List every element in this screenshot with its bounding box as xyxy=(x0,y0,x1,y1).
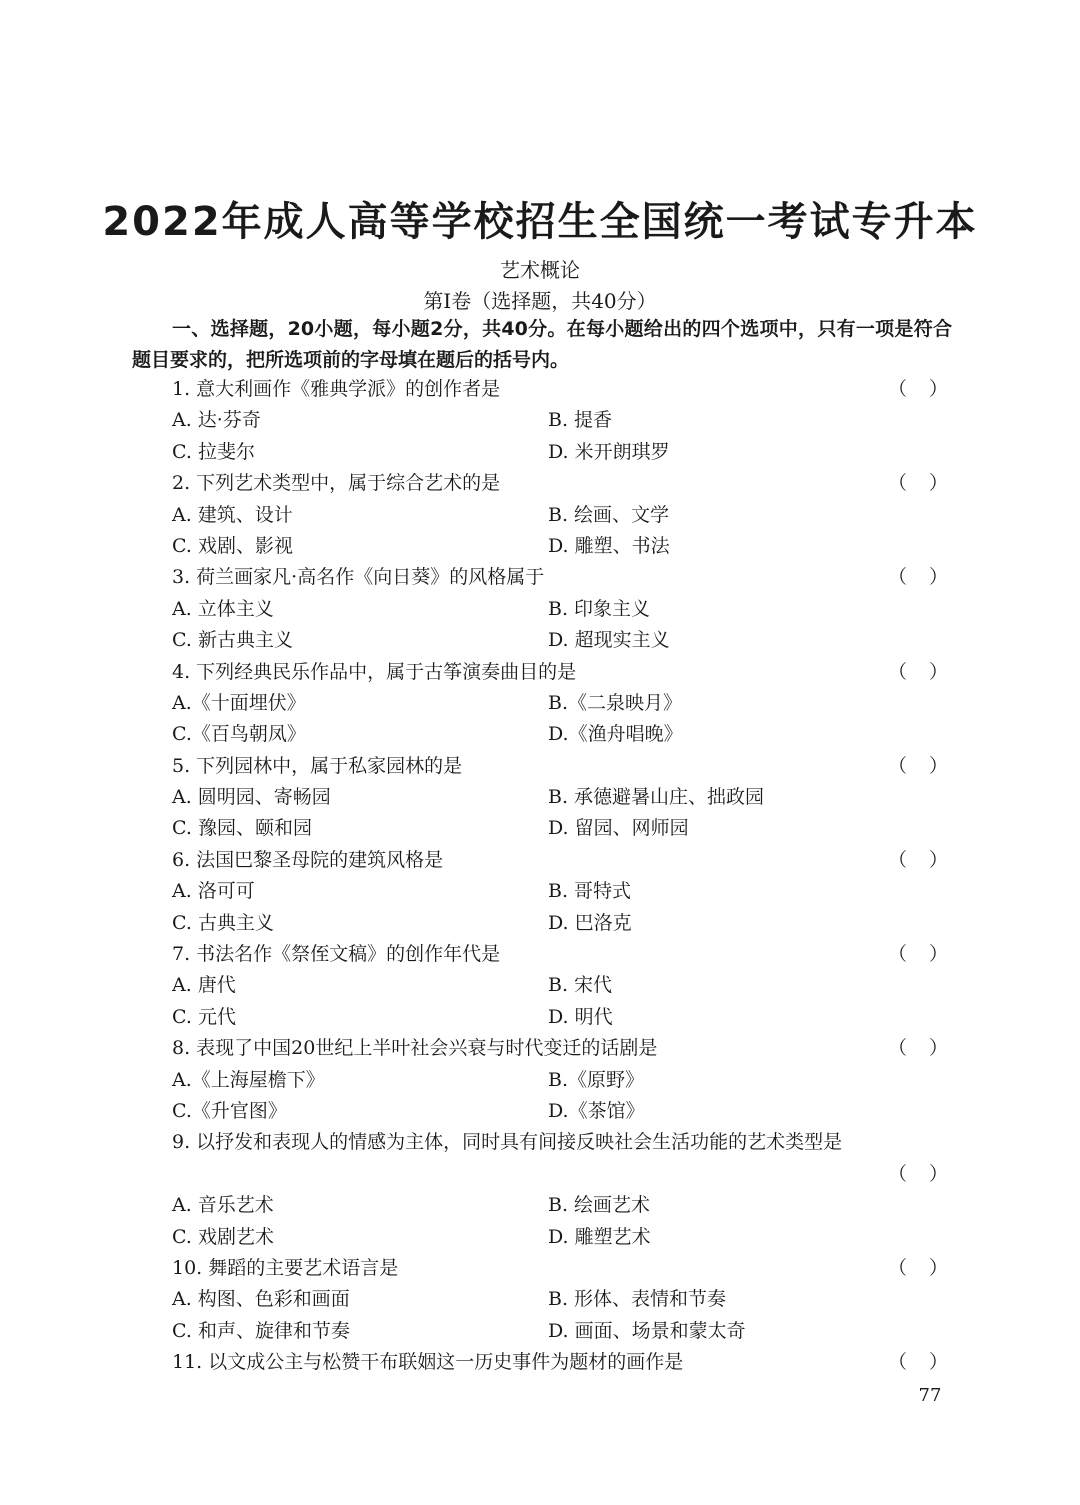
option-row xyxy=(172,1222,952,1253)
question-stem xyxy=(172,751,952,782)
question-stem xyxy=(172,374,952,405)
answer-blank xyxy=(888,1253,948,1284)
option-row xyxy=(172,500,952,531)
option-c: C. 元代 xyxy=(172,1005,236,1028)
option-row xyxy=(172,813,952,844)
option-a: A. 立体主义 xyxy=(172,597,274,620)
question-stem xyxy=(172,939,952,970)
question-text: 7. 书法名作《祭侄文稿》的创作年代是 xyxy=(172,943,501,966)
question-stem xyxy=(172,845,952,876)
exam-title: 2022年成人高等学校招生全国统一考试专升本 xyxy=(102,199,978,245)
answer-blank-open: （ xyxy=(888,754,908,777)
answer-blank xyxy=(888,468,948,499)
answer-blank xyxy=(888,845,948,876)
option-b: B. 印象主义 xyxy=(548,597,651,620)
question-text: 1. 意大利画作《雅典学派》的创作者是 xyxy=(172,378,501,400)
question-text: 9. 以抒发和表现人的情感为主体，同时具有间接反映社会生活功能的艺术类型是 xyxy=(172,1131,843,1154)
option-c: C. 豫园、颐和园 xyxy=(172,817,312,840)
question-text: 2. 下列艺术类型中，属于综合艺术的是 xyxy=(172,472,501,495)
answer-blank-open: （ xyxy=(888,660,908,683)
option-row xyxy=(172,688,952,719)
option-c: C. 新古典主义 xyxy=(172,629,293,652)
question-stem xyxy=(172,657,952,688)
answer-blank-close: ） xyxy=(928,1162,948,1185)
option-c: C.《百鸟朝凤》 xyxy=(172,723,306,746)
option-a: A.《十面埋伏》 xyxy=(172,691,306,714)
question-text: 4. 下列经典民乐作品中，属于古筝演奏曲目的是 xyxy=(172,660,577,683)
option-row xyxy=(172,782,952,813)
answer-blank xyxy=(888,1159,948,1190)
option-c: C. 戏剧、影视 xyxy=(172,534,293,557)
option-d: D. 雕塑、书法 xyxy=(548,534,670,557)
option-b: B. 哥特式 xyxy=(548,880,632,903)
option-row xyxy=(172,405,952,436)
question-text: 5. 下列园林中，属于私家园林的是 xyxy=(172,754,463,777)
option-row xyxy=(172,1284,952,1315)
option-d: D. 明代 xyxy=(548,1005,613,1028)
option-b: B. 宋代 xyxy=(548,974,613,997)
question-text: 6. 法国巴黎圣母院的建筑风格是 xyxy=(172,848,444,871)
option-d: D. 雕塑艺术 xyxy=(548,1225,651,1248)
answer-blank-open: （ xyxy=(888,472,908,495)
option-d: D. 巴洛克 xyxy=(548,911,632,934)
answer-blank-close: ） xyxy=(928,472,948,495)
answer-blank xyxy=(888,939,948,970)
option-c: C. 戏剧艺术 xyxy=(172,1225,274,1248)
option-a: A. 圆明园、寄畅园 xyxy=(172,786,331,809)
answer-blank xyxy=(888,562,948,593)
option-d: D. 超现实主义 xyxy=(548,629,670,652)
option-b: B. 绘画、文学 xyxy=(548,503,670,526)
answer-blank-close: ） xyxy=(928,1037,948,1060)
option-a: A.《上海屋檐下》 xyxy=(172,1068,325,1091)
answer-blank xyxy=(888,374,948,405)
option-row xyxy=(172,908,952,939)
option-row xyxy=(172,531,952,562)
option-row xyxy=(172,437,952,468)
answer-blank-close: ） xyxy=(928,1256,948,1279)
option-row xyxy=(172,594,952,625)
answer-blank-close: ） xyxy=(928,943,948,966)
question-stem xyxy=(172,468,952,499)
answer-blank xyxy=(888,657,948,688)
answer-blank-open: （ xyxy=(888,943,908,966)
option-d: D. 米开朗琪罗 xyxy=(548,440,670,463)
option-d: D. 画面、场景和蒙太奇 xyxy=(548,1319,746,1342)
question-text: 8. 表现了中国20世纪上半叶社会兴衰与时代变迁的话剧是 xyxy=(172,1037,658,1060)
answer-blank-close: ） xyxy=(928,378,948,400)
answer-blank-open: （ xyxy=(888,1351,908,1374)
option-b: B. 绘画艺术 xyxy=(548,1194,651,1217)
option-b: B. 提香 xyxy=(548,409,613,432)
question-stem xyxy=(172,1033,952,1064)
option-d: D.《茶馆》 xyxy=(548,1099,645,1122)
option-row xyxy=(172,876,952,907)
option-a: A. 洛可可 xyxy=(172,880,255,903)
answer-blank-open: （ xyxy=(888,1256,908,1279)
option-b: B. 形体、表情和节奏 xyxy=(548,1288,727,1311)
option-row xyxy=(172,1096,952,1127)
option-row xyxy=(172,719,952,750)
question-stem xyxy=(172,1253,952,1284)
option-row xyxy=(172,1002,952,1033)
option-c: C. 古典主义 xyxy=(172,911,274,934)
option-d: D.《渔舟唱晚》 xyxy=(548,723,683,746)
question-stem xyxy=(172,562,952,593)
question-stem xyxy=(172,1347,952,1378)
option-b: B. 承德避暑山庄、拙政园 xyxy=(548,786,765,809)
page-number: 77 xyxy=(918,1385,942,1406)
option-c: C.《升官图》 xyxy=(172,1099,287,1122)
answer-blank-open: （ xyxy=(888,378,908,400)
answer-blank-open: （ xyxy=(888,848,908,871)
answer-blank-close: ） xyxy=(928,1351,948,1374)
option-d: D. 留园、网师园 xyxy=(548,817,689,840)
answer-blank-open: （ xyxy=(888,1037,908,1060)
option-a: A. 音乐艺术 xyxy=(172,1194,274,1217)
option-a: A. 唐代 xyxy=(172,974,236,997)
option-a: A. 达·芬奇 xyxy=(172,409,261,432)
option-b: B.《原野》 xyxy=(548,1068,645,1091)
question-text: 3. 荷兰画家凡·高名作《向日葵》的风格属于 xyxy=(172,566,545,589)
answer-blank-close: ） xyxy=(928,660,948,683)
question-text: 10. 舞蹈的主要艺术语言是 xyxy=(172,1256,399,1279)
option-c: C. 和声、旋律和节奏 xyxy=(172,1319,350,1342)
answer-blank-close: ） xyxy=(928,754,948,777)
subject-heading: 艺术概论 xyxy=(500,258,580,282)
volume-heading: 第Ⅰ卷（选择题，共40分） xyxy=(423,289,657,313)
question-list xyxy=(172,374,952,1379)
answer-blank xyxy=(888,1033,948,1064)
option-a: A. 构图、色彩和画面 xyxy=(172,1288,350,1311)
option-b: B.《二泉映月》 xyxy=(548,691,683,714)
answer-blank-open: （ xyxy=(888,1162,908,1185)
answer-blank xyxy=(888,751,948,782)
question-stem xyxy=(172,1127,952,1158)
section-instructions: 一、选择题，20小题，每小题2分，共40分。在每小题给出的四个选项中，只有一项是符合题目要求的，把所选项前的字母填在题后的括号内。 xyxy=(132,318,952,371)
answer-blank xyxy=(888,1347,948,1378)
answer-blank-row xyxy=(172,1159,952,1190)
option-c: C. 拉斐尔 xyxy=(172,440,255,463)
option-row xyxy=(172,1316,952,1347)
answer-blank-open: （ xyxy=(888,566,908,589)
question-text: 11. 以文成公主与松赞干布联姻这一历史事件为题材的画作是 xyxy=(172,1351,684,1374)
answer-blank-close: ） xyxy=(928,848,948,871)
option-row xyxy=(172,1190,952,1221)
answer-blank-close: ） xyxy=(928,566,948,589)
option-row xyxy=(172,1065,952,1096)
option-a: A. 建筑、设计 xyxy=(172,503,293,526)
option-row xyxy=(172,625,952,656)
option-row xyxy=(172,970,952,1001)
